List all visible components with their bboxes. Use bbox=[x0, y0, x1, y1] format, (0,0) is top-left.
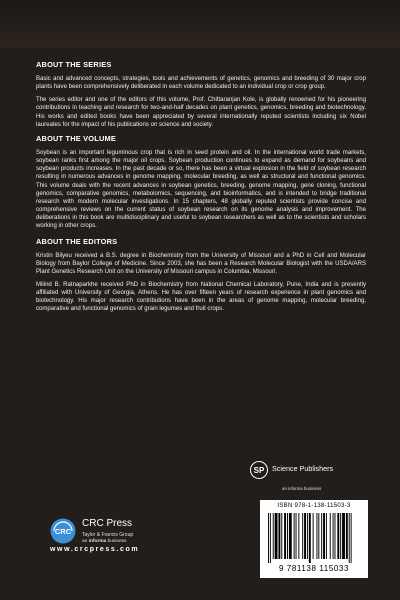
barcode-bar bbox=[284, 513, 286, 559]
series-paragraph-2: The series editor and one of the editors of this volume, Prof. Chittaranjan Kole, is globally renowned for his pioneering contributions in teaching and research for two-and-half decades on plant genetics, genomics, breeding and biotechnology. His works and edited books have been appreciated by several internationally reputed scientists including six Nobel laureates for the impact of his publications on science and society. bbox=[36, 97, 366, 128]
barcode-bar bbox=[323, 513, 325, 559]
barcode-bar bbox=[318, 513, 319, 559]
series-heading: ABOUT THE SERIES bbox=[36, 60, 112, 69]
barcode-bar bbox=[275, 513, 278, 559]
taylor-francis-group: Taylor & Francis Group bbox=[82, 532, 134, 538]
barcode-bar bbox=[340, 513, 341, 559]
barcode-bar bbox=[278, 513, 280, 559]
series-paragraph-1: Basic and advanced concepts, strategies, tools and achievements of genetics, genomics and breeding of 30 major crop plants have been comprehensively deliberated in each volume dedicated to an individual crop or crop group. bbox=[36, 76, 366, 91]
volume-heading: ABOUT THE VOLUME bbox=[36, 133, 116, 143]
barcode-bar bbox=[346, 513, 348, 559]
barcode-bar bbox=[296, 513, 297, 559]
crc-press-url: www.crcpress.com bbox=[50, 546, 140, 553]
top-band bbox=[0, 0, 400, 48]
barcode-bar bbox=[307, 513, 308, 559]
barcode-bar bbox=[273, 513, 274, 559]
barcode-bar bbox=[287, 513, 288, 559]
sp-logo-letters: SP bbox=[253, 466, 265, 475]
science-publishers-name: Science Publishers bbox=[272, 464, 334, 473]
isbn-text: ISBN 978-1-138-11503-3 bbox=[277, 503, 351, 509]
editor-bio-bilyeu: Kristin Bilyeu received a B.S. degree in Biochemistry from the University of Missouri and a PhD in Cell and Molecular Biology from Baylor College of Medicine. Since 2003, she has been a Research Molecular Biologist with the USDA/ARS Plant Genetics Research Unit on the University of Missouri campus in Columbia, Missouri. bbox=[36, 252, 366, 275]
barcode-bar bbox=[268, 513, 269, 563]
science-publishers-logo-icon bbox=[250, 459, 268, 481]
barcode-bar bbox=[302, 513, 303, 559]
barcode-bar bbox=[342, 513, 345, 559]
about-the-volume-section bbox=[36, 134, 366, 231]
barcode-bar bbox=[330, 513, 331, 559]
barcode-bar bbox=[313, 513, 314, 559]
crc-press-name: CRC Press bbox=[82, 518, 133, 529]
crc-informa-prefix: an bbox=[82, 539, 89, 544]
volume-paragraph-1: Soybean is an important leguminous crop that is rich in seed protein and oil. In the international world trade markets, soybean ranks first among the major oil crops. Soybean production continues to expand as demand for soybeans and soybean products increases. In the past decade or so, there has been a virtual explosion in the field of soybean research resulting in numerous advances in genome mapping, molecular breeding, as well as structural and functional genomics. This volume deals with the recent advances in soybean genetics, breeding, genome mapping, gene cloning, functional genomics, comparative genomics, metabolomics, sequencing, and bioinformatics, and is intended to bridge traditional research with modern molecular investigations. In 15 chapters, 48 globally reputed scientists provide concise and comprehensive reviews on the current status of soybean research on its genome analysis and improvement. The deliberations in this book are multidisciplinary and useful to soybean researchers as well as to the scientists and scholars working in other crops. bbox=[36, 149, 366, 230]
crc-informa-suffix: business bbox=[106, 539, 127, 544]
barcode-image bbox=[268, 513, 362, 563]
barcode-bar bbox=[294, 513, 295, 559]
informa-business-note: an informa business bbox=[282, 486, 322, 491]
barcode-bar bbox=[349, 513, 350, 563]
barcode-bar bbox=[333, 513, 334, 559]
barcode-bar bbox=[298, 513, 299, 559]
barcode-bar bbox=[304, 513, 306, 559]
about-the-editors-section bbox=[36, 237, 366, 314]
crc-press-logo bbox=[50, 518, 180, 566]
editors-heading: ABOUT THE EDITORS bbox=[36, 236, 118, 246]
barcode-bar bbox=[281, 513, 282, 559]
barcode-bar bbox=[309, 513, 311, 563]
science-publishers-logo bbox=[250, 459, 370, 483]
barcode-bar bbox=[321, 513, 322, 559]
barcode-number: 9 781138 115033 bbox=[278, 564, 350, 573]
crc-logo-icon bbox=[50, 518, 76, 544]
barcode-bar bbox=[337, 513, 339, 559]
barcode-box bbox=[260, 500, 368, 578]
about-the-series-section bbox=[36, 60, 366, 129]
barcode-bar bbox=[351, 513, 352, 563]
crc-informa-brand: informa bbox=[88, 539, 107, 544]
barcode-bar bbox=[335, 513, 336, 559]
crc-informa-business bbox=[82, 539, 127, 544]
barcode-bar bbox=[289, 513, 292, 559]
barcode-bar bbox=[326, 513, 327, 559]
crc-logo-letters: CRC bbox=[54, 527, 72, 536]
barcode-bar bbox=[270, 513, 271, 563]
barcode-bar bbox=[316, 513, 317, 559]
editor-bio-ratnaparkhe: Milind B. Ratnaparkhe received PhD in Biochemistry from National Chemical Laboratory, Pune, India and is presently affiliated with University of Georgia, Athens. He has over fifteen years of research experience in plant genomics and biotechnology. His major research contributions have been in the areas of genome mapping, molecular breeding, comparative and functional genomics of grain legumes and fruit crops. bbox=[36, 281, 366, 313]
back-cover-text bbox=[36, 60, 366, 319]
